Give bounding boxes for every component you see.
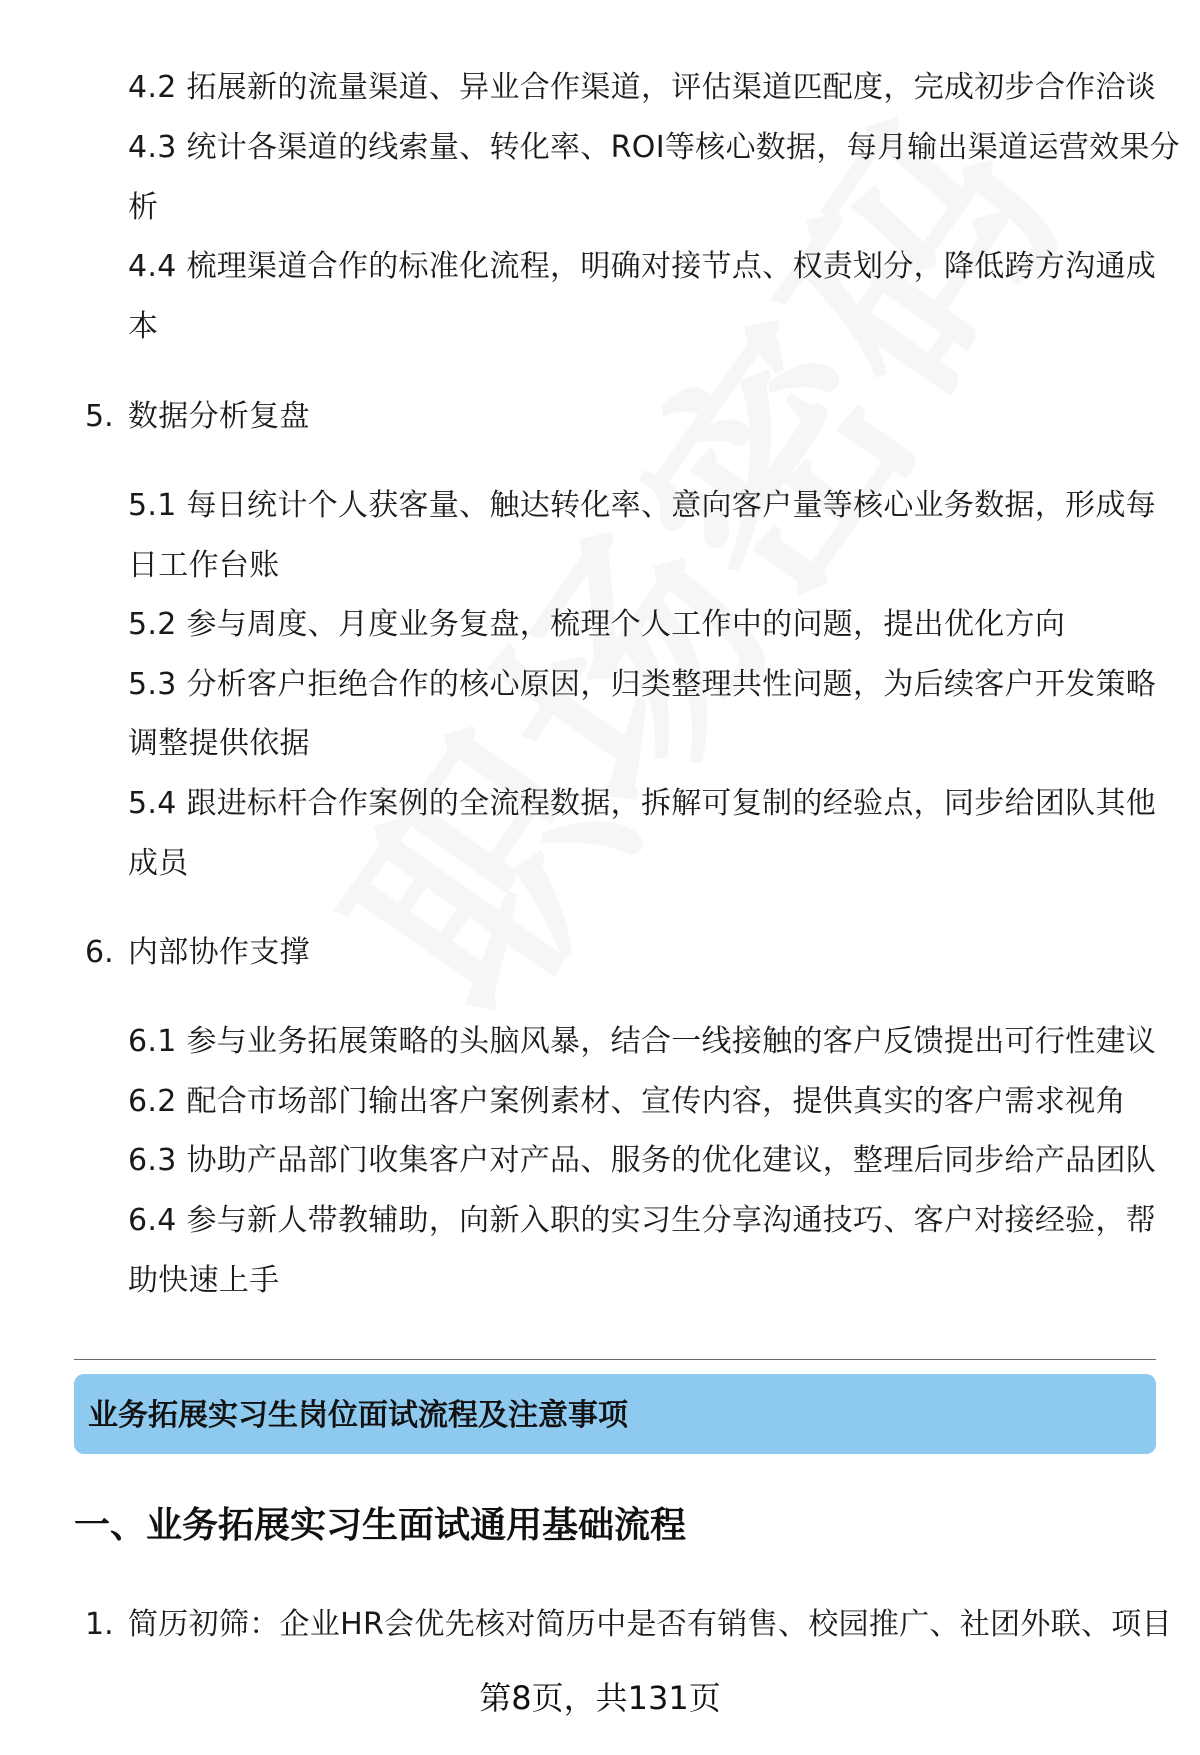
watermark — [314, 248, 986, 1052]
list-1-text: 简历初筛：企业HR会优先核对简历中是否有销售、校园推广、社团外联、项目 — [128, 1607, 1172, 1642]
section-5-number: 5. — [85, 399, 114, 434]
item-4-3-line-2: 析 — [128, 190, 159, 225]
item-5-1-line-2: 日工作台账 — [128, 548, 280, 583]
list-1-number: 1. — [85, 1607, 114, 1642]
section-divider — [74, 1359, 1156, 1360]
item-5-3-line-2: 调整提供依据 — [128, 726, 310, 761]
item-5-3-line-1: 5.3 分析客户拒绝合作的核心原因，归类整理共性问题，为后续客户开发策略 — [128, 667, 1157, 702]
item-4-4-line-1: 4.4 梳理渠道合作的标准化流程，明确对接节点、权责划分，降低跨方沟通成 — [128, 249, 1157, 284]
section-6-title: 内部协作支撑 — [128, 935, 310, 970]
page-footer: 第8页，共131页 — [479, 1679, 721, 1717]
section-5-title: 数据分析复盘 — [128, 399, 310, 434]
banner-title: 业务拓展实习生岗位面试流程及注意事项 — [88, 1398, 628, 1433]
item-4-3-line-1: 4.3 统计各渠道的线索量、转化率、ROI等核心数据，每月输出渠道运营效果分 — [128, 130, 1180, 165]
item-4-2-line-1: 4.2 拓展新的流量渠道、异业合作渠道，评估渠道匹配度，完成初步合作洽谈 — [128, 70, 1157, 105]
item-6-4-line-2: 助快速上手 — [128, 1263, 280, 1298]
item-5-4-line-1: 5.4 跟进标杆合作案例的全流程数据，拆解可复制的经验点，同步给团队其他 — [128, 786, 1157, 821]
section-6-number: 6. — [85, 935, 114, 970]
item-5-1-line-1: 5.1 每日统计个人获客量、触达转化率、意向客户量等核心业务数据，形成每 — [128, 488, 1157, 523]
item-4-4-line-2: 本 — [128, 309, 159, 344]
item-6-2-line-1: 6.2 配合市场部门输出客户案例素材、宣传内容，提供真实的客户需求视角 — [128, 1084, 1126, 1119]
item-5-4-line-2: 成员 — [128, 846, 189, 881]
item-5-2-line-1: 5.2 参与周度、月度业务复盘，梳理个人工作中的问题，提出优化方向 — [128, 607, 1066, 642]
item-6-4-line-1: 6.4 参与新人带教辅助，向新入职的实习生分享沟通技巧、客户对接经验，帮 — [128, 1203, 1157, 1238]
heading-basic-process: 一、业务拓展实习生面试通用基础流程 — [74, 1505, 687, 1546]
item-6-3-line-1: 6.3 协助产品部门收集客户对产品、服务的优化建议，整理后同步给产品团队 — [128, 1143, 1157, 1178]
item-6-1-line-1: 6.1 参与业务拓展策略的头脑风暴，结合一线接触的客户反馈提出可行性建议 — [128, 1024, 1157, 1059]
